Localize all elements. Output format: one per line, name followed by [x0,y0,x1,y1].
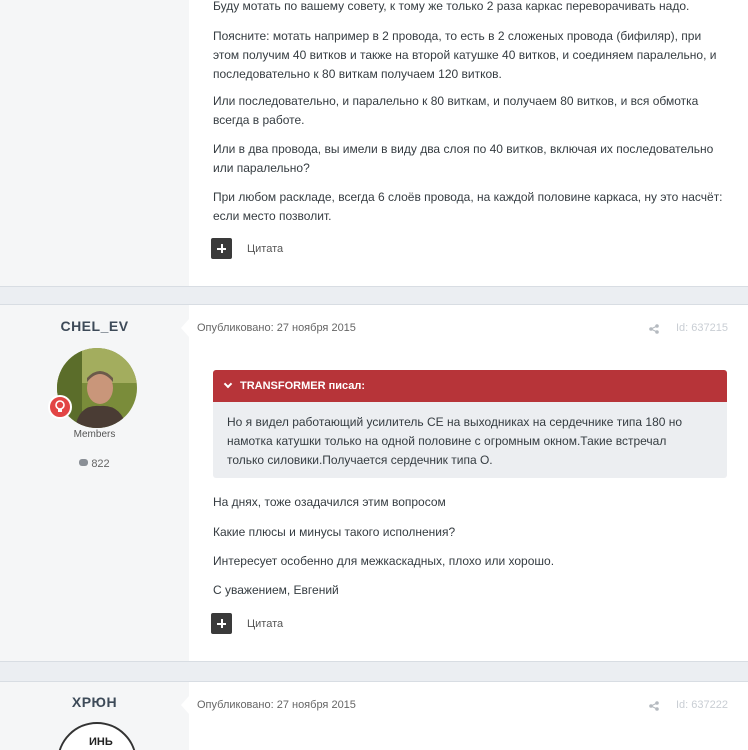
post-count-value: 822 [91,458,110,470]
post-3 [0,681,748,750]
post-paragraph: Или в два провода, вы имели в виду два слоя по 40 витков, включая их последовательно или паралельно? [213,142,714,175]
avatar-text: ИНЬ [89,736,113,748]
avatar[interactable] [57,348,137,428]
author-name[interactable]: CHEL_EV [60,318,129,334]
author-column [0,682,189,750]
post-paragraph: Буду мотать по вашему совету, к тому же только 2 раза каркас переворачивать надо. [213,0,690,13]
post-paragraph: Интересует особенно для межкаскадных, плохо или хорошо. [213,554,555,568]
multiquote-plus-button[interactable] [211,613,232,634]
post-date[interactable]: Опубликовано: 27 ноября 2015 [197,322,356,334]
post-count [0,458,189,470]
quote-header[interactable] [213,370,727,402]
member-group: Members [73,429,116,440]
post-id[interactable]: Id: 637215 [676,322,728,334]
share-icon[interactable] [649,324,659,334]
rank-badge [48,395,72,419]
quote-author: TRANSFORMER писал: [240,380,366,392]
author-column [0,305,189,661]
post-arrow [181,319,189,337]
quote-text: Но я видел работающий усилитель СЕ на выходниках на сердечнике типа 180 но намотка катушки только на одной половине с огромным окном.Такие встречал только силовики.Получается сердечник типа О. [227,415,683,467]
lightbulb-icon [54,400,66,414]
comment-icon [79,459,88,466]
author-column [0,0,189,286]
quote-block [213,370,727,478]
post-date[interactable]: Опубликовано: 27 ноября 2015 [197,699,356,711]
avatar[interactable] [57,722,137,750]
post-tools [211,613,283,634]
post-paragraph: Какие плюсы и минусы такого исполнения? [213,525,456,539]
post-paragraph: На днях, тоже озадачился этим вопросом [213,495,446,509]
author-name[interactable]: ХРЮН [71,694,118,710]
post-2 [0,304,748,662]
post-content [189,0,748,286]
post-arrow [181,696,189,714]
quote-button[interactable]: Цитата [247,242,284,255]
post-content [189,682,748,750]
multiquote-plus-button[interactable] [211,238,232,259]
post-id[interactable]: Id: 637222 [676,699,728,711]
post-paragraph: Поясните: мотать например в 2 провода, то есть в 2 сложеных провода (бифиляр), при этом получим 40 витков и также на второй катушке 40 витков, и соединяем паралельно, и последовательно к 80 виткам получаем 120 витков. [213,29,717,81]
post-paragraph: С уважением, Евгений [213,583,339,597]
post-1 [0,0,748,287]
share-icon[interactable] [649,701,659,711]
chevron-down-icon [224,380,232,388]
post-tools [211,238,283,259]
post-paragraph: При любом раскладе, всегда 6 слоёв провода, на каждой половине каркаса, ну это насчёт: если место позволит. [213,190,723,223]
post-paragraph: Или последовательно, и паралельно к 80 виткам, и получаем 80 витков, и вся обмотка всегда в работе. [213,94,699,127]
quote-button[interactable]: Цитата [247,617,284,630]
post-content [189,305,748,661]
